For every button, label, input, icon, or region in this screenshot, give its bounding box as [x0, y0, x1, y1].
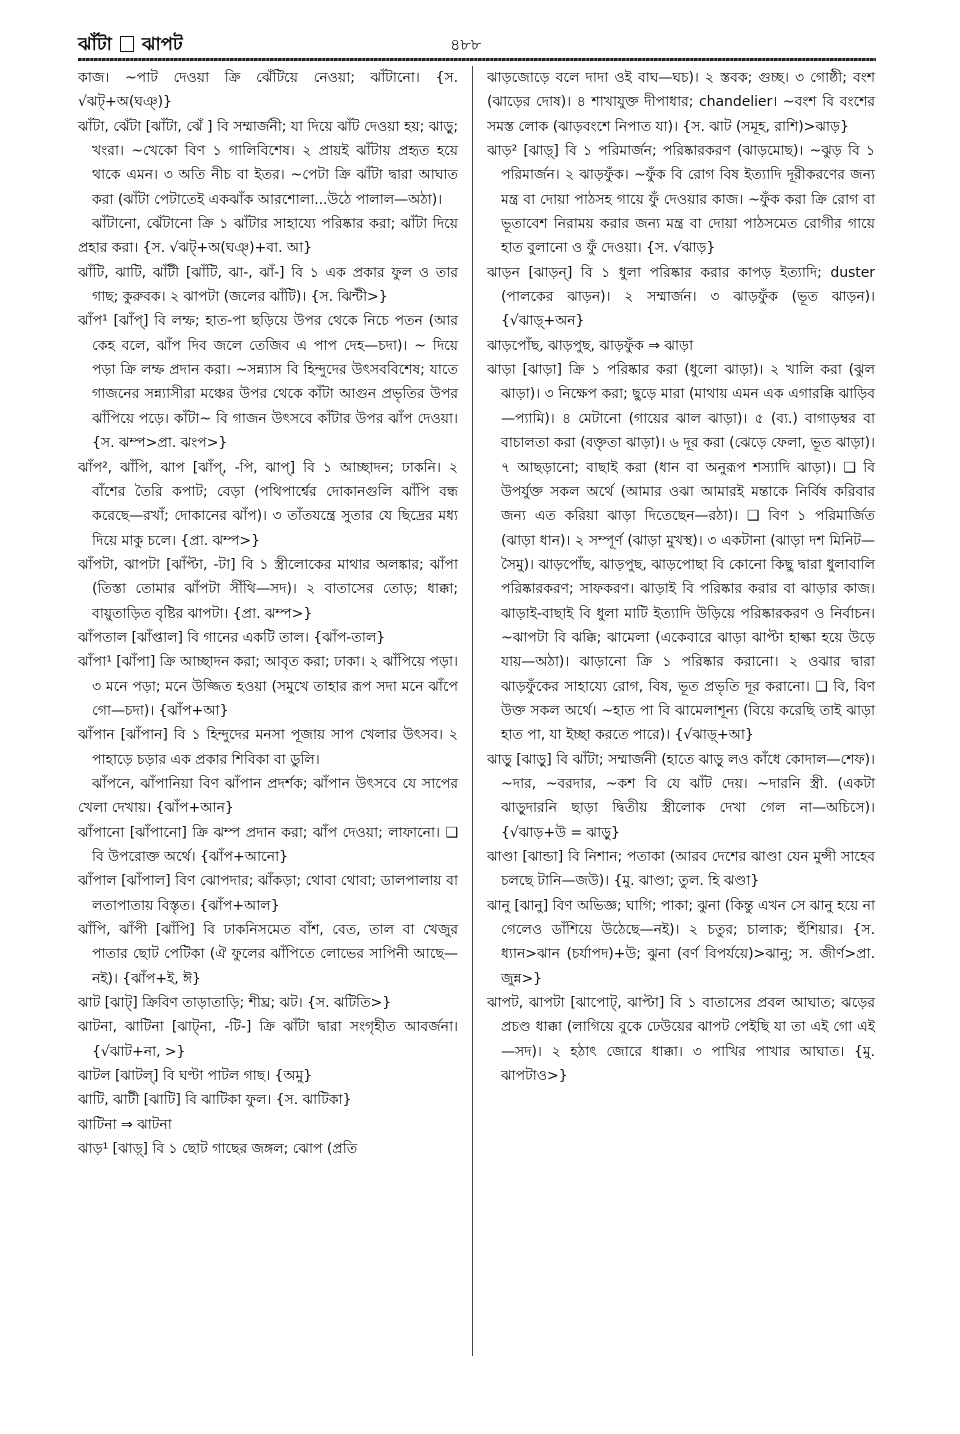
dictionary-entry: ঝাঁপনে, ঝাঁপানিয়া বিণ ঝাঁপান প্রদর্শক; ঝাঁপান উৎসবে যে সাপের খেলা দেখায়। {ঝাঁপ+আন} [78, 775, 458, 817]
dictionary-entry: ঝাঁপাল [ঝাঁপাল] বিণ ঝোপদার; ঝাঁকড়া; থোবা থোবা; ডালপালায় বা লতাপাতায় বিস্তৃত। {ঝাঁপ+আল} [78, 873, 458, 914]
dictionary-entry: ঝাঁপ¹ [ঝাঁপ্] বি লম্ফ; হাত-পা ছড়িয়ে উপর থেকে নিচে পতন (আর কেহ বলে, ঝাঁপ দিব জলে তেজিব এ পাপ দেহ—চদা)। ~ দিয়ে পড়া ক্রি লম্ফ প্রদান করা। ~সন্ন্যাস বি হিন্দুদের উৎসববিশেষ; যাতে গাজনের সন্ন্যাসীরা মঞ্চের উপর থেকে কাঁটা আগুন প্রভৃতির উপর ঝাঁপিয়ে পড়ে। কাঁটা~ বি গাজন উৎসবে কাঁটার উপর ঝাঁপ দেওয়া। {স. ঝম্প>প্রা. ঝংপ>} [78, 313, 458, 452]
dictionary-entry: ঝাড়¹ [ঝাড়্] বি ১ ছোট গাছের জঙ্গল; ঝোপ (প্রতি [78, 1141, 358, 1158]
dictionary-entry: ঝাঁপা¹ [ঝাঁপা] ক্রি আচ্ছাদন করা; আবৃত করা; ঢাকা। ২ ঝাঁপিয়ে পড়া। ৩ মনে পড়া; মনে উজ্জিত হওয়া (সমুখে তাহার রূপ সদা মনে ঝাঁপে গো—চদা)। {ঝাঁপ+আ} [78, 654, 458, 719]
dictionary-entry: ঝাপট, ঝাপটা [ঝাপোট্, ঝাপ্টা] বি ১ বাতাসের প্রবল আঘাত; ঝড়ের প্রচণ্ড ধাক্কা (লাগিয়ে বুকে ঢেউয়ের ঝাপট পেইছি যা তা এই গো এই—সদ)। ২ হঠাৎ জোরে ধাক্কা। ৩ পাখির পাখার আঘাত। {মু. ঝাপটাও>} [487, 995, 875, 1085]
dictionary-entry: ঝাণ্ডা [ঝান্ডা] বি নিশান; পতাকা (আরব দেশের ঝাণ্ডা যেন মুন্সী সাহেব চলছে টানি—জউ)। {মু. ঝাণ্ডা; তুল. হি ঝণ্ডা} [487, 849, 875, 890]
page-header [78, 30, 878, 54]
dictionary-entry: ঝাড়া [ঝাড়া] ক্রি ১ পরিষ্কার করা (ধুলো ঝাড়া)। ২ খালি করা (ঝুল ঝাড়া)। ৩ নিক্ষেপ করা; ছুড়ে মারা (মাথায় এমন এক এগারক্কি ঝাড়িব—প্যামি)। ৪ মেটানো (গায়ের ঝাল ঝাড়া)। ৫ (ব্য.) বাগাড়ম্বর বা বাচালতা করা (বক্তৃতা ঝাড়া)। ৬ দূর করা (ঝেড়ে ফেলা, ভূত ঝাড়া)। ৭ আছড়ানো; বাছাই করা (ধান বা অনুরূপ শস্যাদি ঝাড়া)। ❑ বি উপর্যুক্ত সকল অর্থে (আমার ওঝা আমারই মন্তাকে নির্বিষ করিবার জন্য এত করিয়া ঝাড়া দিতেছেন—রঠা)। ❑ বিণ ১ পরিমার্জিত (ঝাড়া ধান)। ২ সম্পূর্ণ (ঝাড়া মুখস্থ)। ৩ একটানা (ঝাড়া দশ মিনিট—সৈমু)। ঝাড়পোঁছ, ঝাড়পুছ, ঝাড়পোছা বি কোনো কিছু দ্বারা ধুলাবালি পরিষ্কারকরণ; সাফকরণ। ঝাড়াই বি পরিষ্কার করার বা ঝাড়ার কাজ। ঝাড়াই-বাছাই বি ধুলা মাটি ইত্যাদি উড়িয়ে পরিষ্কারকরণ ও নির্বাচন। ~ঝাপটা বি ঝক্কি; ঝামেলা (একেবারে ঝাড়া ঝাপ্টা হাল্কা হয়ে উড়ে যায়—অঠা)। ঝাড়ানো ক্রি ১ পরিষ্কার করানো। ২ ওঝার দ্বারা ঝাড়ফুঁকের সাহায্যে রোগ, বিষ, ভূত প্রভৃতি দূর করানো। ❑ বি, বিণ উক্ত সকল অর্থে। ~হাত পা বি ঝামেলাশূন্য (বিয়ে করেছি তাই ঝাড়া হাত পা, যা ইচ্ছা করতে পারে)। {√ঝাড়্+আ} [487, 362, 875, 744]
box-separator-icon [120, 36, 134, 52]
dictionary-entry: ঝাঁপতাল [ঝাঁপ্তাল] বি গানের একটি তাল। {ঝাঁপ-তাল} [78, 629, 386, 646]
guide-words [78, 30, 183, 61]
dictionary-entry: ঝাঁপটা, ঝাপটা [ঝাঁপ্টা, -টা] বি ১ স্ত্রীলোকের মাথার অলঙ্কার; ঝাঁপা (তিস্তা তোমার ঝাঁপটা সীঁথি—সদ)। ২ বাতাসের তোড়; ধাক্কা; বায়ুতাড়িত বৃষ্টির ঝাপটা। {প্রা. ঝম্প>} [78, 556, 458, 622]
dictionary-entry: ঝাড়জোড়ে বলে দাদা ওই বাঘ—ঘচ)। ২ স্তবক; গুচ্ছ। ৩ গোষ্ঠী; বংশ (ঝাড়ের দোষ)। ৪ শাখাযুক্ত দীপাধার; chandelier। ~বংশ বি বংশের সমস্ত লোক (ঝাড়বংশে নিপাত যা)। {স. ঝাট (সমূহ, রাশি)>ঝাড়} [487, 70, 875, 135]
dictionary-entry: ঝাঁটানো, ঝেঁটানো ক্রি ১ ঝাঁটার সাহায্যে পরিষ্কার করা; ঝাঁটা দিয়ে প্রহার করা। {স. √ঝট্+অ(ঘঞ্)+বা. আ} [78, 216, 458, 257]
right-column [487, 66, 875, 1088]
left-column [78, 66, 458, 1161]
column-divider [472, 66, 473, 1356]
dictionary-entry: ঝাড়ু [ঝাড়ু] বি ঝাঁটা; সম্মার্জনী (হাতে ঝাড়ু লও কাঁধে কোদাল—শেফ)। ~দার, ~বরদার, ~কশ বি যে ঝাঁট দেয়। ~দারনি স্ত্রী. (একটা ঝাড়ুদারনি ছাড়া দ্বিতীয় স্ত্রীলোক দেখা গেল না—অচিসে)। {√ঝাড়+উ = ঝাড়ু} [487, 751, 875, 841]
dictionary-entry: ঝাট [ঝাট্] ক্রিবিণ তাড়াতাড়ি; শীঘ্র; ঝট। {স. ঝটিতি>} [78, 995, 392, 1012]
dictionary-entry: ঝাটি, ঝাটী [ঝাটি] বি ঝাটিকা ফুল। {স. ঝাটিকা} [78, 1092, 352, 1109]
dictionary-entry: ঝাড়² [ঝাড়্] বি ১ পরিমার্জন; পরিষ্কারকরণ (ঝাড়মোছ)। ~ঝুড় বি ১ পরিমার্জন। ২ ঝাড়ফুঁক। ~ফুঁক বি রোগ বিষ ইত্যাদি দূরীকরণের জন্য মন্ত্র বা দোয়া পাঠসহ গায়ে ফুঁ দেওয়ার কাজ। ~ফুঁক করা ক্রি রোগ বা ভূতাবেশ নিরাময় করার জন্য মন্ত্র বা দোয়া পাঠসমেত রোগীর গায়ে হাত বুলানো ও ফুঁ দেওয়া। {স. √ঝাড়} [487, 143, 875, 257]
dictionary-entry: ঝাঁপানো [ঝাঁপানো] ক্রি ঝম্প প্রদান করা; ঝাঁপ দেওয়া; লাফানো। ❑ বি উপরোক্ত অর্থে। {ঝাঁপ+আনো} [78, 824, 458, 865]
guide-word-last: ঝাপট [141, 34, 183, 55]
guide-word-first: ঝাঁটা [78, 34, 112, 55]
dictionary-entry: ঝাড়পোঁছ, ঝাড়পুছ, ঝাড়ফুঁক ⇒ ঝাড়া [487, 337, 694, 354]
dictionary-entry: ঝানু [ঝানু] বিণ অভিজ্ঞ; ঘাগি; পাকা; ঝুনা (কিন্তু এখন সে ঝানু হয়ে না গেলেও ডাঁশিয়ে উঠেছে—নই)। ২ চতুর; চালাক; হুঁশিয়ার। {স. ধ্যান>ঝান (চর্যাপদ)+উ; ঝুনা (বর্ণ বিপর্যয়ে)>ঝানু; স. জীর্ণ>প্রা. জুন্ন>} [487, 897, 875, 987]
dictionary-entry: ঝাটল [ঝাটল্] বি ঘণ্টা পাটল গাছ। {অমু} [78, 1068, 313, 1085]
dictionary-entry: ঝাড়ন [ঝাড়ন্] বি ১ ধুলা পরিষ্কার করার কাপড় ইত্যাদি; duster (পালকের ঝাড়ন)। ২ সম্মার্জন। ৩ ঝাড়ফুঁক (ভূত ঝাড়ন)। {√ঝাড়্+অন} [487, 264, 875, 330]
dictionary-entry: কাজ। ~পাট দেওয়া ক্রি ঝেঁটিয়ে নেওয়া; ঝাঁটানো। {স. √ঝট্+অ(ঘঞ্)} [78, 70, 458, 111]
dictionary-entry: ঝাঁপ², ঝাঁপি, ঝাপ [ঝাঁপ্, -পি, ঝাপ্] বি ১ আচ্ছাদন; ঢাকনি। ২ বাঁশের তৈরি কপাট; বেড়া (পথিপার্শ্বের দোকানগুলি ঝাঁপি বন্ধ করেছে—রখাঁ; দোকানের ঝাঁপ)। ৩ তাঁতযন্ত্রে সুতার যে ছিদ্রের মধ্য দিয়ে মাকু চলে। {প্রা. ঝম্প>} [78, 459, 458, 549]
dictionary-entry: ঝাঁপান [ঝাঁপান] বি ১ হিন্দুদের মনসা পূজায় সাপ খেলার উৎসব। ২ পাহাড়ে চড়ার এক প্রকার শিবিকা বা ডুলি। [78, 727, 458, 768]
dictionary-entry: ঝাঁপি, ঝাঁপী [ঝাঁপি] বি ঢাকনিসমেত বাঁশ, বেত, তাল বা খেজুর পাতার ছোট পেটিকা (ঐ ফুলের ঝাঁপিতে লোভের সাপিনী আছে—নই)। {ঝাঁপ+ই, ঈ} [78, 922, 458, 987]
page-number: ৪৮৮ [450, 35, 482, 54]
dictionary-entry: ঝাটনা, ঝাটিনা [ঝাট্না, -টি-] ক্রি ঝাঁটা দ্বারা সংগৃহীত আবর্জনা। {√ঝাট+না, >} [78, 1019, 458, 1060]
header-rule [78, 58, 876, 61]
dictionary-entry: ঝাটিনা ⇒ ঝাটনা [78, 1116, 172, 1133]
dictionary-entry: ঝাঁটা, ঝেঁটা [ঝাঁটা, ঝেঁ ] বি সম্মার্জনী; যা দিয়ে ঝাঁট দেওয়া হয়; ঝাড়ু; খংরা। ~খেকো বিণ ১ গালিবিশেষ। ২ প্রায়ই ঝাঁটায় প্রহৃত হয়ে থাকে এমন। ৩ অতি নীচ বা ইতর। ~পেটা ক্রি ঝাঁটা দ্বারা আঘাত করা (ঝাঁটা পেটাতেই একঝাঁক আরশোলা...উঠে পালাল—অঠা)। [78, 118, 458, 208]
dictionary-entry: ঝাঁটি, ঝাটি, ঝাঁটী [ঝাঁটি, ঝা-, ঝাঁ-] বি ১ এক প্রকার ফুল ও তার গাছ; কুরুবক। ২ ঝাপটা (জলের ঝাঁটি)। {স. ঝিন্টী>} [78, 264, 458, 306]
